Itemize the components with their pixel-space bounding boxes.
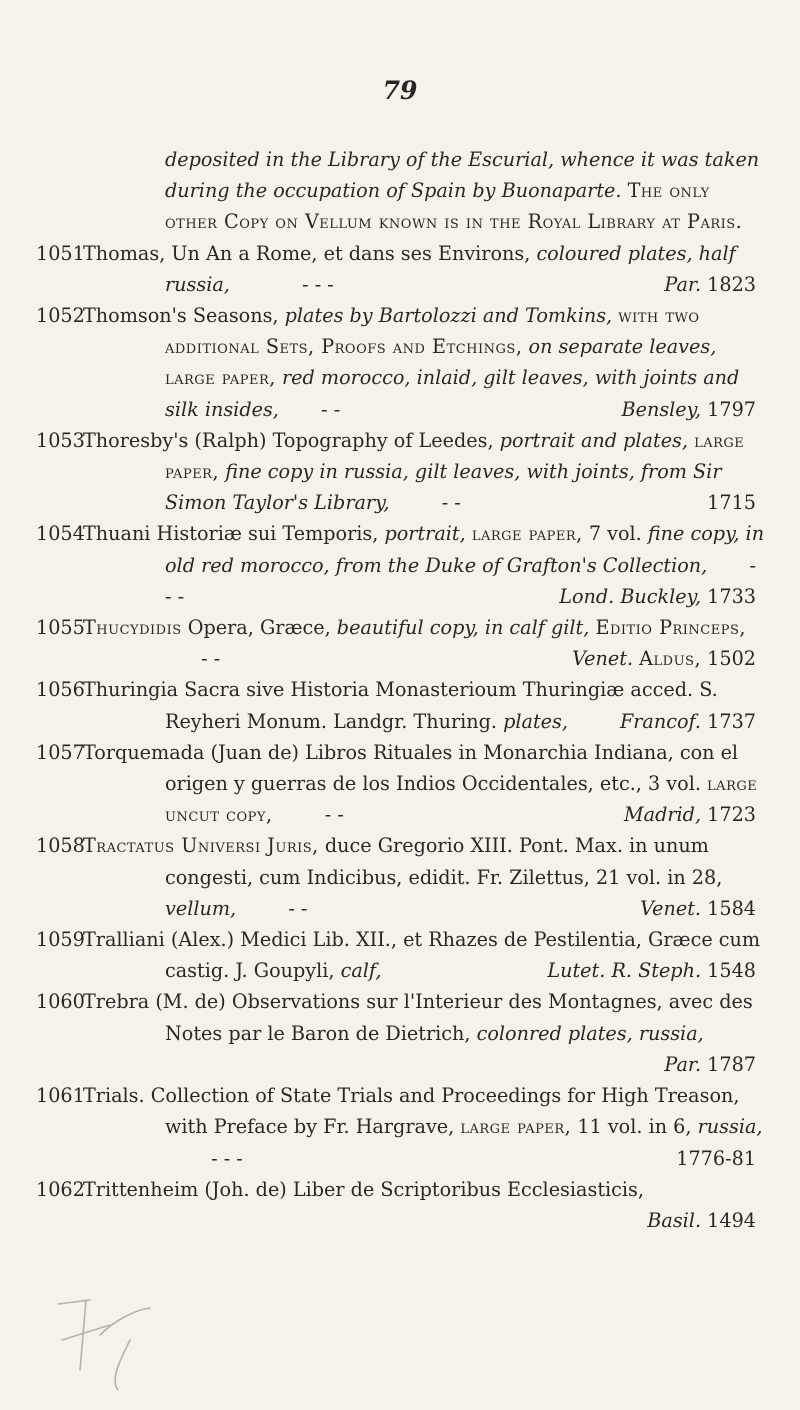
pencil-mark <box>40 1280 190 1400</box>
catalogue-entry <box>36 674 766 736</box>
entry-place: Francof. <box>619 709 702 733</box>
entry-place: Par. <box>664 272 702 296</box>
entry-year: 1823 <box>707 272 756 296</box>
lot-number: 1060 <box>36 990 85 1014</box>
lot-number: 1058 <box>36 834 85 858</box>
entry-place: Par. <box>664 1052 702 1076</box>
entry-description-caps: large paper, <box>471 522 583 546</box>
entry-description: coloured plates, half russia, <box>165 241 736 296</box>
catalogue-entry <box>36 612 766 674</box>
entry-title-caps: Thucydidis <box>83 616 182 640</box>
entry-title: Thomas, Un An a Rome, et dans ses Environs, <box>83 241 531 265</box>
entry-description-caps: large paper, <box>460 1115 572 1139</box>
entry-place: Lutet. R. Steph. <box>547 959 702 983</box>
entry-title: Opera, Græce, <box>187 616 331 640</box>
entry-description-caps: large uncut copy, <box>165 772 758 827</box>
entry-title: Thuringia Sacra sive Historia Monasterioum Thuringiæ acced. S. Reyheri Monum. Landgr. Thuring. <box>83 678 718 733</box>
entry-description-caps: Editio Princeps, <box>595 616 746 640</box>
entry-year: 1797 <box>707 397 756 421</box>
catalogue-entry <box>36 986 766 1080</box>
entry-place: Madrid, <box>623 803 702 827</box>
lot-number: 1052 <box>36 304 85 328</box>
entry-title: duce Gregorio XIII. Pont. Max. in unum congesti, cum Indicibus, edidit. Fr. Zilettus, 21 vol. in 28, <box>165 834 723 889</box>
entry-year: 1494 <box>707 1208 756 1232</box>
entry-year: 1787 <box>707 1052 756 1076</box>
catalogue-entry <box>36 737 766 831</box>
entry-volumes: 7 vol. <box>588 522 642 546</box>
entry-title-caps: Tractatus Universi Juris, <box>83 834 319 858</box>
catalogue-entry <box>36 238 766 300</box>
entry-dashes: - - <box>201 647 221 671</box>
entry-printer: Aldus, <box>639 647 702 671</box>
catalogue-entry <box>36 518 766 612</box>
entry-description-2: fine copy, in old red morocco, from the Duke of Grafton's Collection, <box>165 522 765 577</box>
entry-dashes: - - <box>324 803 344 827</box>
entry-year: 1776-81 <box>676 1146 756 1170</box>
entry-year: 1715 <box>707 491 756 515</box>
entry-description: colonred plates, russia, <box>476 1021 704 1045</box>
entry-description: portrait and plates, <box>499 428 688 452</box>
lot-number: 1056 <box>36 678 85 702</box>
entry-year: 1737 <box>707 709 756 733</box>
entry-place: Basil. <box>647 1208 702 1232</box>
catalogue-entry <box>36 1174 766 1236</box>
entry-year: 1733 <box>707 584 756 608</box>
entry-volumes: 11 vol. in 6, <box>577 1115 692 1139</box>
intro-caps-text: The only other Copy on Vellum known is in the Royal Library at Paris. <box>165 179 743 234</box>
entry-dashes: - - <box>321 397 341 421</box>
intro-italic-text: deposited in the Library of the Escurial, whence it was taken during the occupation of Spain by Buonaparte. <box>165 148 760 203</box>
entry-year: 1723 <box>707 803 756 827</box>
entry-dashes: - - - <box>211 1146 243 1170</box>
entry-title: Thomson's Seasons, <box>83 304 279 328</box>
entry-title: Torquemada (Juan de) Libros Rituales in Monarchia Indiana, con el origen y guerras de los Indios Occidentales, etc., 3 vol. <box>83 740 739 796</box>
lot-number: 1061 <box>36 1084 85 1108</box>
entry-description-2: fine copy in russia, gilt leaves, with joints, from Sir Simon Taylor's Library, <box>165 460 722 515</box>
catalogue-entry <box>36 300 766 425</box>
entry-description: portrait, <box>384 522 466 546</box>
lot-number: 1051 <box>36 241 85 265</box>
entry-description-2: on separate leaves, <box>528 335 717 359</box>
lot-number: 1059 <box>36 928 85 952</box>
page-number: 79 <box>382 76 418 105</box>
entry-description-caps: large paper, <box>165 428 745 484</box>
entry-title: Thuani Historiæ sui Temporis, <box>83 522 379 546</box>
entry-title: Thoresby's (Ralph) Topography of Leedes, <box>83 428 494 452</box>
catalogue-entry <box>36 425 766 519</box>
entry-description-caps-2: large paper, <box>165 366 276 390</box>
lot-number: 1062 <box>36 1177 85 1201</box>
entry-description-3: red morocco, inlaid, gilt leaves, with joints and silk insides, <box>165 366 740 421</box>
entry-place: Venet. <box>640 896 702 920</box>
entry-dashes: - - <box>288 896 308 920</box>
lot-number: 1055 <box>36 616 85 640</box>
entry-description: russia, <box>697 1115 763 1139</box>
entry-title: Trials. Collection of State Trials and Proceedings for High Treason, with Preface by Fr. Hargrave, <box>83 1084 740 1139</box>
entry-description: vellum, <box>165 896 237 920</box>
entry-title: Tralliani (Alex.) Medici Lib. XII., et Rhazes de Pestilentia, Græce cum castig. J. Goupyli, <box>83 928 761 983</box>
entry-year: 1548 <box>707 959 756 983</box>
entry-title: Trebra (M. de) Observations sur l'Interieur des Montagnes, avec des Notes par le Baron de Dietrich, <box>83 990 753 1045</box>
intro-paragraph <box>36 144 766 238</box>
catalogue-entry <box>36 924 766 986</box>
entry-dashes: - - <box>441 491 461 515</box>
entry-place: Bensley, <box>621 397 702 421</box>
entry-description-caps: with two additional Sets, Proofs and Etchings, <box>165 304 700 359</box>
entry-description: beautiful copy, in calf gilt, <box>336 616 590 640</box>
entry-year: 1584 <box>707 896 756 920</box>
entry-title: Trittenheim (Joh. de) Liber de Scriptoribus Ecclesiasticis, <box>83 1177 644 1201</box>
entry-place: Venet. <box>572 647 634 671</box>
entry-dashes: - - - <box>165 553 756 608</box>
entry-year: 1502 <box>707 647 756 671</box>
catalogue-entry <box>36 830 766 924</box>
lot-number: 1054 <box>36 522 85 546</box>
entry-description: plates, <box>503 709 568 733</box>
lot-number: 1057 <box>36 740 85 764</box>
entry-dashes: - - - <box>302 272 334 296</box>
lot-number: 1053 <box>36 428 85 452</box>
catalogue-entry <box>36 1080 766 1174</box>
catalogue-entries <box>36 144 766 1236</box>
entry-place: Lond. Buckley, <box>559 584 702 608</box>
entry-description: plates by Bartolozzi and Tomkins, <box>284 304 613 328</box>
entry-description: calf, <box>340 959 382 983</box>
